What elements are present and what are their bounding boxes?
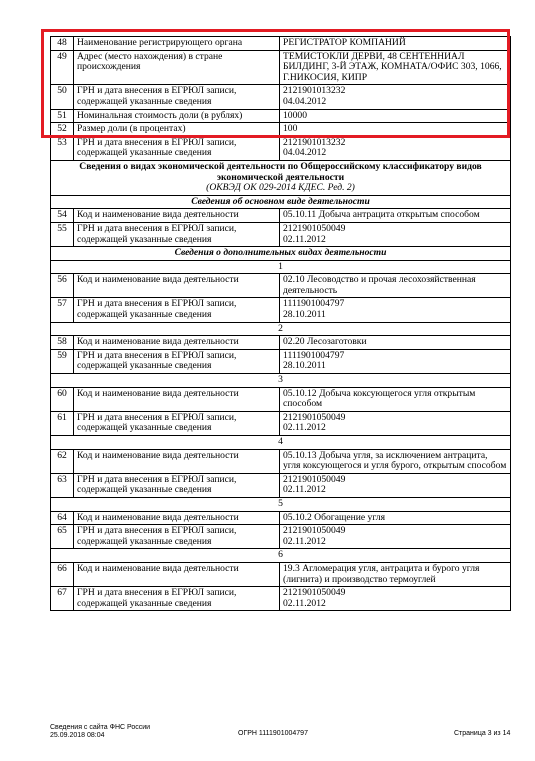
activity-group-index-row bbox=[51, 322, 511, 336]
table-row bbox=[51, 473, 511, 497]
table-row bbox=[51, 50, 511, 85]
row-label: Адрес (место нахождения) в стране происхождения bbox=[74, 50, 280, 85]
row-number: 58 bbox=[51, 336, 74, 350]
row-value: 05.10.11 Добыча антрацита открытым способом bbox=[280, 209, 511, 223]
row-label: Код и наименование вида деятельности bbox=[74, 562, 280, 586]
table-row bbox=[51, 449, 511, 473]
footer-source-text: Сведения с сайта ФНС России bbox=[50, 724, 151, 731]
row-value: 02.10 Лесоводство и прочая лесохозяйственная деятельность bbox=[280, 274, 511, 298]
table-row bbox=[51, 387, 511, 411]
row-value: 2121901050049 02.11.2012 bbox=[280, 411, 511, 435]
okved-classifier-edition: (ОКВЭД ОК 029-2014 КДЕС. Ред. 2) bbox=[206, 182, 355, 194]
row-number: 59 bbox=[51, 349, 74, 373]
row-label: ГРН и дата внесения в ЕГРЮЛ записи, содержащей указанные сведения bbox=[74, 298, 280, 322]
row-number: 50 bbox=[51, 85, 74, 109]
row-label: Код и наименование вида деятельности bbox=[74, 274, 280, 298]
row-value: РЕГИСТРАТОР КОМПАНИЙ bbox=[280, 37, 511, 51]
table-row bbox=[51, 562, 511, 586]
row-number: 51 bbox=[51, 109, 74, 123]
footer-ogrn: ОГРН 1111901004797 bbox=[238, 730, 308, 737]
activity-group-index: 6 bbox=[51, 549, 511, 563]
row-number: 66 bbox=[51, 562, 74, 586]
activity-group-index-row bbox=[51, 549, 511, 563]
row-value: 2121901013232 04.04.2012 bbox=[280, 136, 511, 160]
okved-section-title: Сведения о видах экономической деятельности по Общероссийскому классификатору видов экономической деятельности bbox=[79, 160, 482, 183]
row-number: 56 bbox=[51, 274, 74, 298]
table-row bbox=[51, 109, 511, 123]
row-number: 60 bbox=[51, 387, 74, 411]
row-number: 53 bbox=[51, 136, 74, 160]
okved-section-header-row bbox=[51, 160, 511, 195]
row-label: ГРН и дата внесения в ЕГРЮЛ записи, содержащей указанные сведения bbox=[74, 136, 280, 160]
row-label: Наименование регистрирующего органа bbox=[74, 37, 280, 51]
row-label: ГРН и дата внесения в ЕГРЮЛ записи, содержащей указанные сведения bbox=[74, 473, 280, 497]
activity-group-index: 3 bbox=[51, 374, 511, 388]
row-label: ГРН и дата внесения в ЕГРЮЛ записи, содержащей указанные сведения bbox=[74, 222, 280, 246]
row-value: ТЕМИСТОКЛИ ДЕРВИ, 48 СЕНТЕННИАЛ БИЛДИНГ, 3-Й ЭТАЖ, КОМНАТА/ОФИС 303, 1066, Г.НИКОСИЯ, КИПР bbox=[280, 50, 511, 85]
row-label: Код и наименование вида деятельности bbox=[74, 387, 280, 411]
row-label: ГРН и дата внесения в ЕГРЮЛ записи, содержащей указанные сведения bbox=[74, 587, 280, 611]
row-value: 19.3 Агломерация угля, антрацита и бурого угля (лигнита) и производство термоуглей bbox=[280, 562, 511, 586]
activity-group-index: 5 bbox=[51, 497, 511, 511]
row-value: 05.10.2 Обогащение угля bbox=[280, 511, 511, 525]
row-number: 48 bbox=[51, 37, 74, 51]
row-value: 2121901050049 02.11.2012 bbox=[280, 473, 511, 497]
row-label: Код и наименование вида деятельности bbox=[74, 336, 280, 350]
row-label: Номинальная стоимость доли (в рублях) bbox=[74, 109, 280, 123]
table-row bbox=[51, 587, 511, 611]
table-row bbox=[51, 37, 511, 51]
table-row bbox=[51, 411, 511, 435]
row-value: 2121901050049 02.11.2012 bbox=[280, 525, 511, 549]
row-label: ГРН и дата внесения в ЕГРЮЛ записи, содержащей указанные сведения bbox=[74, 411, 280, 435]
row-label: Код и наименование вида деятельности bbox=[74, 511, 280, 525]
row-label: ГРН и дата внесения в ЕГРЮЛ записи, содержащей указанные сведения bbox=[74, 525, 280, 549]
activity-group-index-row bbox=[51, 497, 511, 511]
row-number: 52 bbox=[51, 123, 74, 137]
row-value: 1111901004797 28.10.2011 bbox=[280, 349, 511, 373]
footer-page-number: Страница 3 из 14 bbox=[454, 730, 511, 737]
table-row bbox=[51, 209, 511, 223]
table-row bbox=[51, 123, 511, 137]
okved-section-header bbox=[51, 160, 511, 195]
table-row bbox=[51, 274, 511, 298]
row-value: 05.10.13 Добыча угля, за исключением антрацита, угля коксующегося и угля бурого, открытым способом bbox=[280, 449, 511, 473]
row-label: Код и наименование вида деятельности bbox=[74, 209, 280, 223]
row-value: 2121901050049 02.11.2012 bbox=[280, 587, 511, 611]
main-activity-header-row bbox=[51, 195, 511, 209]
row-value: 2121901050049 02.11.2012 bbox=[280, 222, 511, 246]
row-number: 65 bbox=[51, 525, 74, 549]
row-value: 100 bbox=[280, 123, 511, 137]
table-row bbox=[51, 336, 511, 350]
footer-source bbox=[50, 724, 150, 740]
row-value: 2121901013232 04.04.2012 bbox=[280, 85, 511, 109]
activity-group-index-row bbox=[51, 260, 511, 274]
row-label: ГРН и дата внесения в ЕГРЮЛ записи, содержащей указанные сведения bbox=[74, 349, 280, 373]
row-number: 57 bbox=[51, 298, 74, 322]
row-value: 02.20 Лесозаготовки bbox=[280, 336, 511, 350]
additional-activity-header-row bbox=[51, 247, 511, 261]
activity-group-index: 2 bbox=[51, 322, 511, 336]
table-row bbox=[51, 222, 511, 246]
row-number: 63 bbox=[51, 473, 74, 497]
row-number: 61 bbox=[51, 411, 74, 435]
row-number: 49 bbox=[51, 50, 74, 85]
activity-group-index-row bbox=[51, 436, 511, 450]
row-number: 64 bbox=[51, 511, 74, 525]
additional-activity-header: Сведения о дополнительных видах деятельности bbox=[51, 247, 511, 261]
activity-group-index: 4 bbox=[51, 436, 511, 450]
table-row bbox=[51, 85, 511, 109]
row-number: 55 bbox=[51, 222, 74, 246]
row-value: 05.10.12 Добыча коксующегося угля открытым способом bbox=[280, 387, 511, 411]
activity-group-index: 1 bbox=[51, 260, 511, 274]
table-row bbox=[51, 298, 511, 322]
table-row bbox=[51, 511, 511, 525]
row-number: 54 bbox=[51, 209, 74, 223]
table-row bbox=[51, 136, 511, 160]
main-activity-header: Сведения об основном виде деятельности bbox=[51, 195, 511, 209]
row-value: 1111901004797 28.10.2011 bbox=[280, 298, 511, 322]
row-label: ГРН и дата внесения в ЕГРЮЛ записи, содержащей указанные сведения bbox=[74, 85, 280, 109]
row-number: 67 bbox=[51, 587, 74, 611]
row-number: 62 bbox=[51, 449, 74, 473]
table-row bbox=[51, 525, 511, 549]
activity-group-index-row bbox=[51, 374, 511, 388]
footer-datetime: 25.09.2018 08:04 bbox=[50, 732, 105, 739]
egrul-table bbox=[50, 36, 511, 611]
row-value: 10000 bbox=[280, 109, 511, 123]
row-label: Код и наименование вида деятельности bbox=[74, 449, 280, 473]
egrul-extract-page bbox=[50, 36, 511, 611]
row-label: Размер доли (в процентах) bbox=[74, 123, 280, 137]
table-row bbox=[51, 349, 511, 373]
